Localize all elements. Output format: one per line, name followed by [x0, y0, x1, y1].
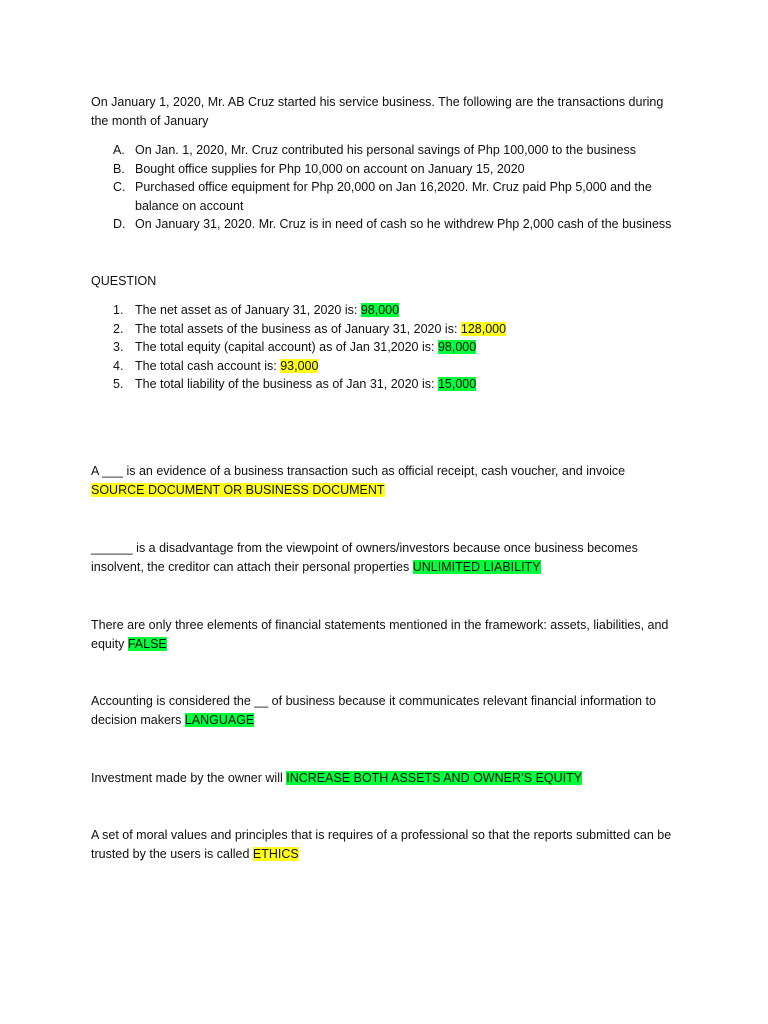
answer-highlight: FALSE	[127, 636, 167, 651]
answer-highlight: 98,000	[360, 303, 400, 317]
answer-highlight: 128,000	[460, 321, 507, 336]
list-label: 4.	[113, 358, 124, 373]
list-label: 2.	[113, 321, 124, 336]
question-item-3	[91, 338, 681, 357]
transaction-item-b	[91, 160, 681, 179]
transactions-list	[91, 141, 681, 234]
question-item-2	[91, 320, 681, 339]
question-text: The total liability of the business as of Jan 31, 2020 is:	[135, 377, 438, 391]
answer-highlight: UNLIMITED LIABILITY	[412, 559, 541, 574]
intro-paragraph: On January 1, 2020, Mr. AB Cruz started his service business. The following are the transactions during the month of January	[91, 95, 664, 128]
question-text: The total assets of the business as of January 31, 2020 is:	[135, 321, 461, 336]
question-heading: QUESTION	[91, 274, 157, 288]
source-document-item	[91, 462, 681, 499]
list-label: A.	[113, 143, 125, 157]
transaction-text: Purchased office equipment for Php 20,000 on Jan 16,2020. Mr. Cruz paid Php 5,000 and the balance on account	[135, 180, 652, 213]
question-text: The net asset as of January 31, 2020 is:	[135, 303, 361, 317]
list-label: 3.	[113, 340, 124, 354]
question-item-1	[91, 301, 681, 320]
transaction-text: Bought office supplies for Php 10,000 on account on January 15, 2020	[135, 161, 525, 176]
question-text: The total cash account is:	[135, 358, 281, 373]
item-text: There are only three elements of financial statements mentioned in the framework: assets, liabilities, and equity	[91, 618, 669, 651]
list-label: C.	[113, 180, 126, 194]
transaction-item-d	[91, 215, 681, 234]
answer-highlight: INCREASE BOTH ASSETS AND OWNER’S EQUITY	[286, 771, 583, 785]
answer-highlight: SOURCE DOCUMENT OR BUSINESS DOCUMENT	[91, 482, 385, 497]
answer-highlight: 93,000	[280, 358, 319, 373]
item-text: ______ is a disadvantage from the viewpoint of owners/investors because once business becomes insolvent, the creditor can attach their personal properties	[91, 541, 638, 574]
unlimited-liability-item	[91, 539, 681, 576]
language-item	[91, 692, 681, 729]
item-text: Accounting is considered the __ of business because it communicates relevant financial information to decision makers	[91, 694, 656, 727]
item-text: A ___ is an evidence of a business transaction such as official receipt, cash voucher, and invoice	[91, 464, 626, 478]
ethics-item	[91, 826, 681, 863]
elements-item	[91, 616, 681, 653]
item-text: A set of moral values and principles that is requires of a professional so that the reports submitted can be trusted by the users is called	[91, 828, 672, 861]
list-label: 1.	[113, 303, 124, 317]
transaction-text: On January 31, 2020. Mr. Cruz is in need of cash so he withdrew Php 2,000 cash of the business	[135, 217, 672, 231]
answer-highlight: 98,000	[437, 340, 477, 354]
questions-list	[91, 301, 681, 394]
item-text: Investment made by the owner will	[91, 771, 287, 785]
question-item-4	[91, 357, 681, 376]
list-label: D.	[113, 217, 126, 231]
list-label: B.	[113, 161, 125, 176]
answer-highlight: LANGUAGE	[184, 712, 255, 727]
transaction-item-a	[91, 141, 681, 160]
question-item-5	[91, 375, 681, 394]
answer-highlight: ETHICS	[252, 846, 299, 861]
list-label: 5.	[113, 377, 124, 391]
transaction-text: On Jan. 1, 2020, Mr. Cruz contributed his personal savings of Php 100,000 to the business	[135, 143, 636, 157]
answer-highlight: 15,000	[437, 377, 477, 391]
transaction-item-c	[91, 178, 681, 215]
question-text: The total equity (capital account) as of Jan 31,2020 is:	[135, 340, 438, 354]
investment-item	[91, 769, 681, 788]
